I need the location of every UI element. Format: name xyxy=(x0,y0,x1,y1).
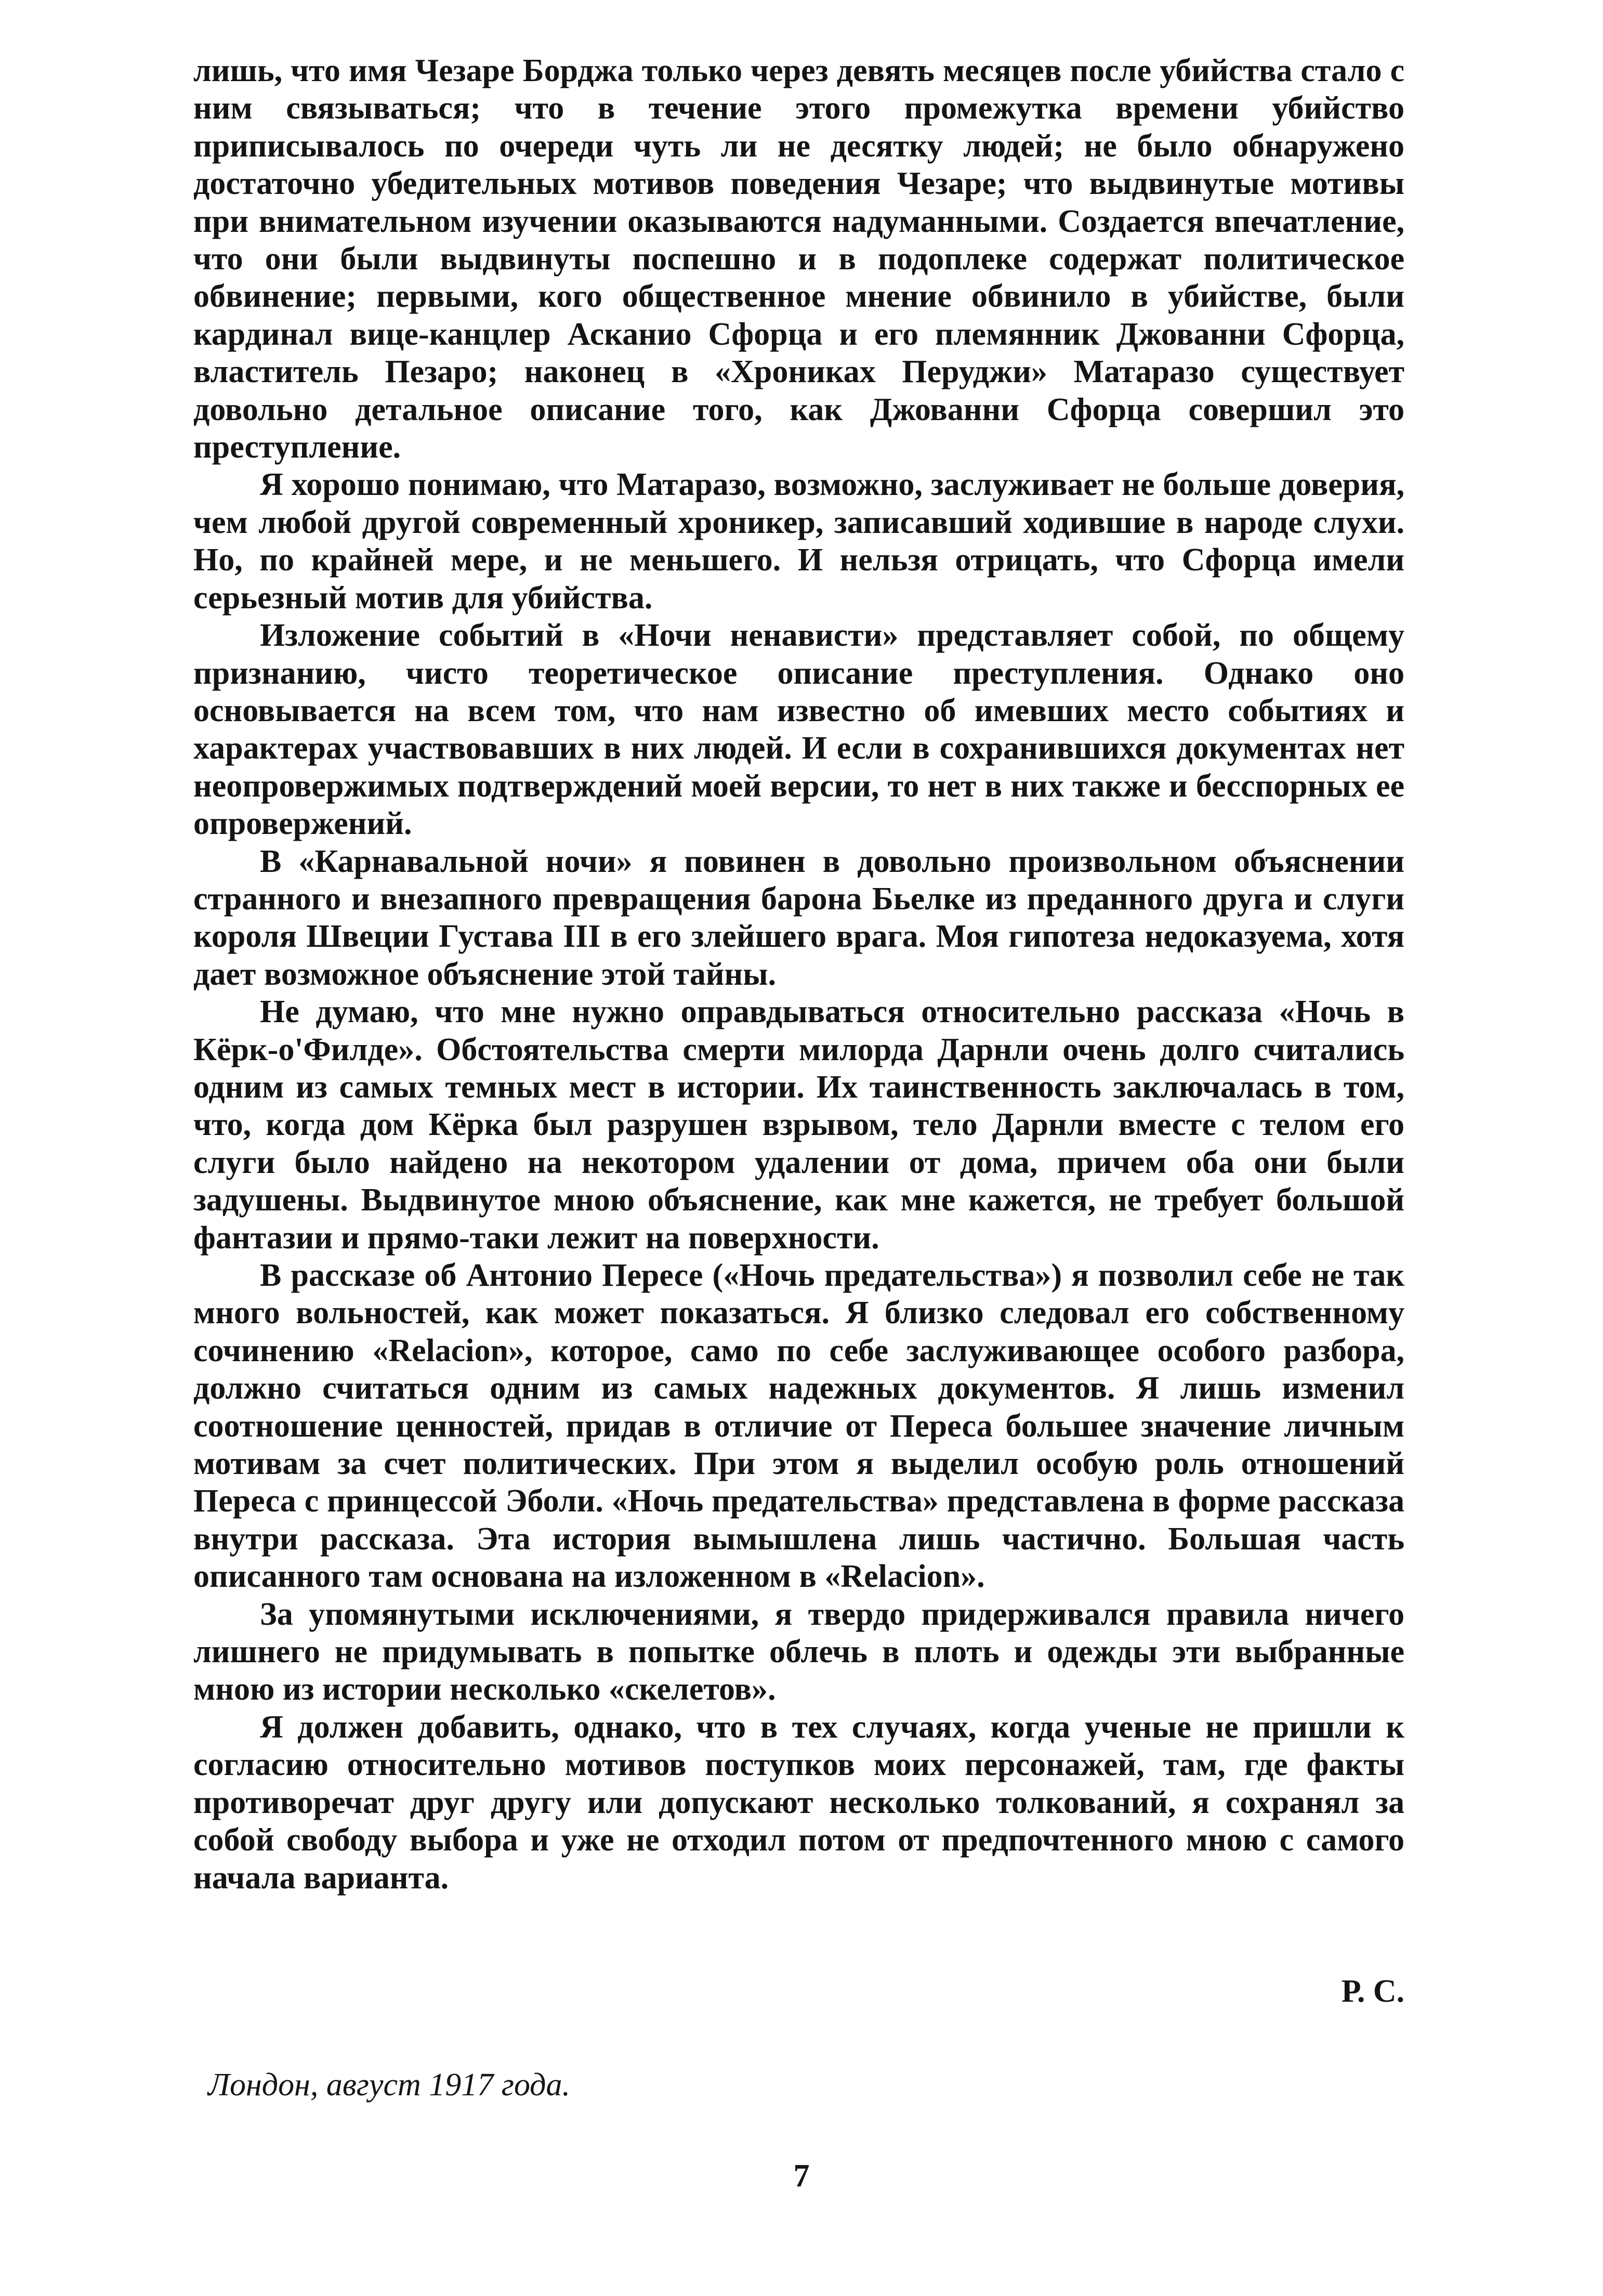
paragraph-5: Не думаю, что мне нужно оправдываться относительно рассказа «Ночь в Кёрк-о'Филде». Обстоятельства смерти милорда Дарнли очень долго считались одним из самых темных мест в истории. Их таинственность заключалась в том, что, когда дом Кёрка был разрушен взрывом, тело Дарнли вместе с телом его слуги было найдено на некотором удалении от дома, причем оба они были задушены. Выдвинутое мною объяснение, как мне кажется, не требует большой фантазии и прямо-таки лежит на поверхности. xyxy=(193,994,1404,1256)
page-body xyxy=(193,52,1404,1897)
page-number: 7 xyxy=(793,2158,810,2194)
author-initials: Р. С. xyxy=(1341,1974,1404,2009)
paragraph-2: Я хорошо понимаю, что Матаразо, возможно, заслуживает не больше доверия, чем любой другой современный хроникер, записавший ходившие в народе слухи. Но, по крайней мере, и не меньшего. И нельзя отрицать, что Сфорца имели серьезный мотив для убийства. xyxy=(193,467,1404,616)
paragraph-6: В рассказе об Антонио Пересе («Ночь предательства») я позволил себе не так много вольностей, как может показаться. Я близко следовал его собственному сочинению «Relacion», которое, само по себе заслуживающее особого разбора, должно считаться одним из самых надежных документов. Я лишь изменил соотношение ценностей, придав в отличие от Переса большее значение личным мотивам за счет политических. При этом я выделил особую роль отношений Переса с принцессой Эболи. «Ночь предательства» представлена в форме рассказа внутри рассказа. Эта история вымышлена лишь частично. Большая часть описанного там основана на изложенном в «Relacion». xyxy=(193,1258,1404,1595)
paragraph-1: лишь, что имя Чезаре Борджа только через девять месяцев после убийства стало с ним связываться; что в течение этого промежутка времени убийство приписывалось по очереди чуть ли не десятку людей; не было обнаружено достаточно убедительных мотивов поведения Чезаре; что выдвинутые мотивы при внимательном изучении оказываются надуманными. Создается впечатление, что они были выдвинуты поспешно и в подоплеке содержат политическое обвинение; первыми, кого общественное мнение обвинило в убийстве, были кардинал вице-канцлер Асканио Сфорца и его племянник Джованни Сфорца, властитель Пезаро; наконец в «Хрониках Перуджи» Матаразо существует довольно детальное описание того, как Джованни Сфорца совершил это преступление. xyxy=(193,53,1404,465)
paragraph-4: В «Карнавальной ночи» я повинен в довольно произвольном объяснении странного и внезапного превращения барона Бьелке из преданного друга и слуги короля Швеции Густава III в его злейшего врага. Моя гипотеза недоказуема, хотя дает возможное объяснение этой тайны. xyxy=(193,843,1404,992)
place-and-date: Лондон, август 1917 года. xyxy=(208,2067,571,2103)
paragraph-3: Изложение событий в «Ночи ненависти» представляет собой, по общему признанию, чисто теоретическое описание преступления. Однако оно основывается на всем том, что нам известно об имевших место событиях и характерах участвовавших в них людей. И если в сохранившихся документах нет неопровержимых подтверждений моей версии, то нет в них также и бесспорных ее опровержений. xyxy=(193,618,1404,842)
paragraph-7: За упомянутыми исключениями, я твердо придерживался правила ничего лишнего не придумывать в попытке облечь в плоть и одежды эти выбранные мною из истории несколько «скелетов». xyxy=(193,1596,1404,1707)
paragraph-8: Я должен добавить, однако, что в тех случаях, когда ученые не пришли к согласию относительно мотивов поступков моих персонажей, там, где факты противоречат друг другу или допускают несколько толкований, я сохранял за собой свободу выбора и уже не отходил потом от предпочтенного мною с самого начала варианта. xyxy=(193,1709,1404,1896)
